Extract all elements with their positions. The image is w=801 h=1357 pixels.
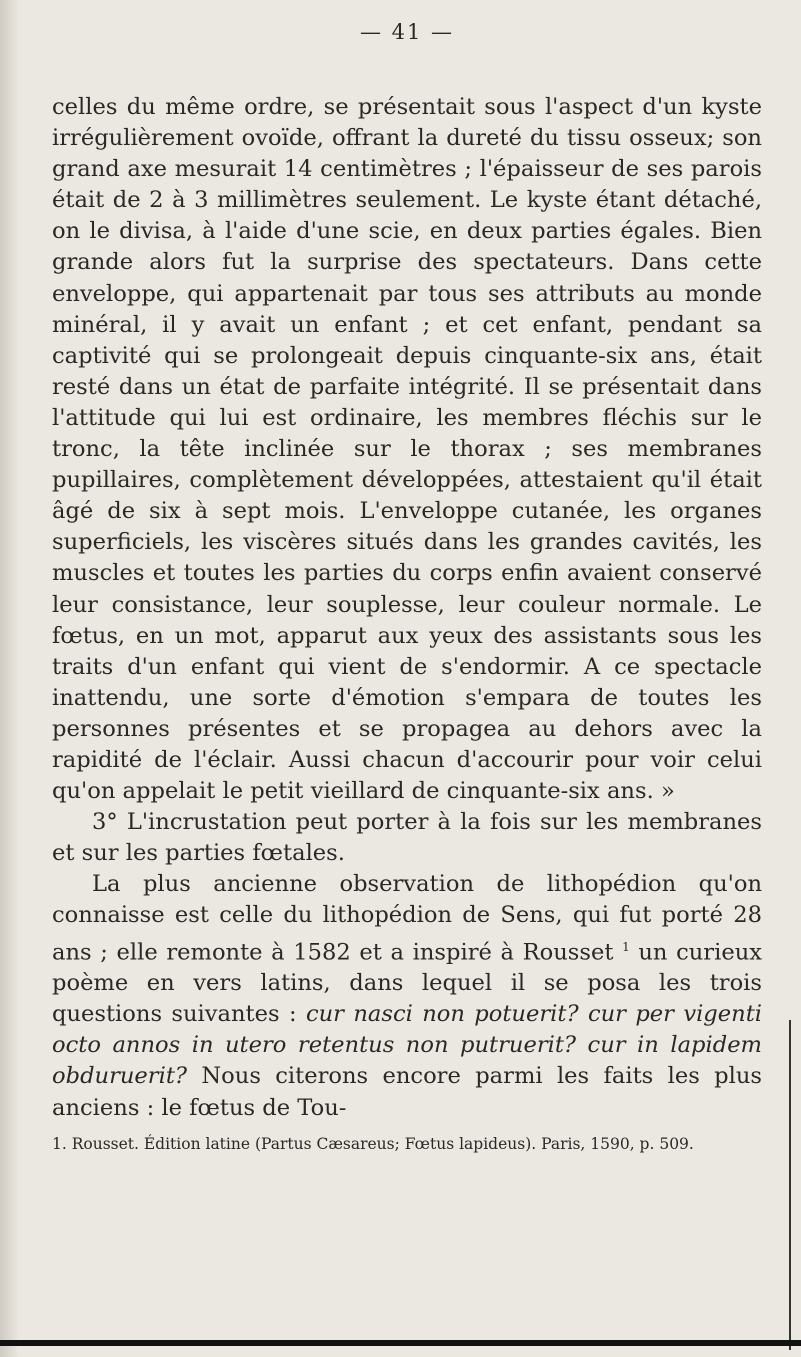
latin-questions: cur nasci non potuerit? cur per vigenti octo annos in utero retentus non putruerit? cur in lapidem obduruerit? bbox=[52, 1001, 762, 1090]
paragraph-lithopedion-sens bbox=[52, 869, 762, 1123]
footnote: 1. Rousset. Édition latine (Partus Cæsareus; Fœtus lapideus). Paris, 1590, p. 509. bbox=[52, 1134, 694, 1153]
paragraph-kyste: celles du même ordre, se présentait sous l'aspect d'un kyste irrégulièrement ovoïde, offrant la dureté du tissu osseux; son grand axe mesurait 14 centimètres ; l'épaisseur de ses parois était de 2 à 3 millimètres seulement. Le kyste étant détaché, on le divisa, à l'aide d'une scie, en deux parties égales. Bien grande alors fut la surprise des spectateurs. Dans cette enveloppe, qui appartenait par tous ses attributs au monde minéral, il y avait un enfant ; et cet enfant, pendant sa captivité qui se prolongeait depuis cinquante-six ans, était resté dans un état de parfaite intégrité. Il se présentait dans l'attitude qui lui est ordinaire, les membres fléchis sur le tronc, la tête inclinée sur le thorax ; ses membranes pupillaires, complètement développées, attestaient qu'il était âgé de six à sept mois. L'enveloppe cutanée, les organes superficiels, les viscères situés dans les grandes cavités, les muscles et toutes les parties du corps enfin avaient conservé leur consistance, leur souplesse, leur couleur normale. Le fœtus, en un mot, apparut aux yeux des assistants sous les traits d'un enfant qui vient de s'endormir. A ce spectacle inattendu, une sorte d'émotion s'empara de toutes les personnes présentes et se propagea au dehors avec la rapidité de l'éclair. Aussi chacun d'accourir pour voir celui qu'on appelait le petit vieillard de cinquante-six ans. » bbox=[52, 94, 762, 805]
document-page bbox=[52, 20, 762, 1153]
text-segment: un curieux poème en vers latins, dans lequel il se posa les trois questions suivantes : bbox=[52, 939, 762, 1028]
footnote-reference: 1 bbox=[622, 939, 630, 954]
page-left-edge-shadow bbox=[0, 0, 18, 1357]
text-segment: La plus ancienne observation de lithopédion qu'on connaisse est celle du lithopédion de Sens, qui fut porté 28 ans ; elle remonte à 1582 et a inspiré à Rousset bbox=[52, 871, 762, 966]
text-segment: Nous citerons encore parmi les faits les plus anciens : le fœtus de Tou- bbox=[52, 1063, 762, 1121]
paragraph-incrustation: 3° L'incrustation peut porter à la fois sur les membranes et sur les parties fœtales. bbox=[52, 809, 762, 867]
page-number: — 41 — bbox=[359, 20, 455, 44]
page-right-edge bbox=[789, 1020, 791, 1350]
page-bottom-edge bbox=[0, 1340, 801, 1346]
body-text bbox=[52, 92, 762, 1124]
